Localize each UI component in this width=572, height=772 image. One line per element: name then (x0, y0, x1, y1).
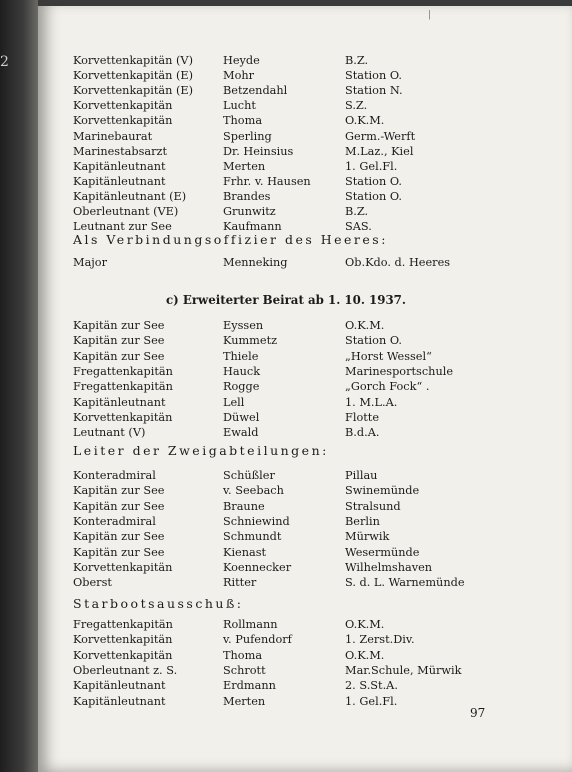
member-assignment: Flotte (345, 410, 380, 424)
member-row (73, 632, 543, 647)
member-name: Schmundt (223, 530, 282, 544)
member-row (73, 425, 543, 440)
member-assignment: 1. Gel.Fl. (345, 694, 398, 708)
member-name: Kaufmann (223, 220, 282, 234)
member-rank: Konteradmiral (73, 469, 156, 482)
member-rank: Fregattenkapitän (73, 618, 173, 631)
facing-page-mark: 2 (0, 54, 9, 70)
page-number: 97 (470, 706, 486, 720)
member-name: Thoma (223, 648, 263, 662)
member-rank: Kapitän zur See (73, 530, 165, 544)
member-rank: Korvettenkapitän (73, 114, 173, 128)
member-assignment: O.K.M. (345, 648, 385, 662)
member-row (73, 189, 543, 204)
member-assignment: B.d.A. (345, 426, 380, 440)
member-assignment: S.Z. (345, 99, 368, 113)
member-rank: Kapitänleutnant (73, 694, 166, 708)
member-name: Sperling (223, 129, 272, 143)
member-name: Grunwitz (223, 205, 276, 218)
member-rank: Kapitänleutnant (73, 395, 166, 409)
member-row (73, 379, 543, 394)
member-assignment: B.Z. (345, 54, 369, 67)
member-assignment: „Horst Wessel“ (345, 349, 432, 363)
member-rank: Kapitän zur See (73, 334, 165, 348)
member-rank: Oberleutnant z. S. (73, 663, 178, 677)
member-rank: Oberleutnant (VE) (73, 205, 179, 218)
member-rank: Korvettenkapitän (E) (73, 69, 194, 83)
member-name: Brandes (223, 189, 271, 203)
member-rank: Korvettenkapitän (V) (73, 54, 193, 67)
member-name: Ritter (223, 576, 257, 590)
member-assignment: O.K.M. (345, 319, 385, 332)
member-assignment: Station O. (345, 334, 403, 348)
member-row (73, 349, 543, 364)
member-rank: Kapitänleutnant (73, 159, 166, 173)
member-assignment: Swinemünde (345, 484, 420, 498)
member-row (73, 483, 543, 498)
member-row (73, 318, 543, 333)
member-row (73, 255, 543, 270)
member-name: Braune (223, 499, 265, 513)
member-rank: Korvettenkapitän (73, 633, 173, 647)
member-name: Lell (223, 395, 245, 409)
member-rank: Korvettenkapitän (73, 560, 173, 574)
member-name: Hauck (223, 364, 261, 378)
member-name: Betzendahl (223, 84, 288, 98)
member-assignment: Berlin (345, 514, 380, 528)
member-row (73, 364, 543, 379)
member-name: Thoma (223, 114, 263, 128)
member-row (73, 468, 543, 483)
member-row (73, 98, 543, 113)
member-name: Heyde (223, 54, 260, 67)
member-row (73, 648, 543, 663)
member-rank: Kapitänleutnant (E) (73, 189, 187, 203)
member-rank: Kapitän zur See (73, 349, 165, 363)
member-name: Frhr. v. Hausen (223, 174, 311, 188)
member-rank: Kapitän zur See (73, 499, 165, 513)
member-assignment: 1. Zerst.Div. (345, 633, 415, 647)
member-rank: Marinebaurat (73, 129, 153, 143)
member-assignment: Mar.Schule, Mürwik (345, 663, 462, 677)
member-name: Dr. Heinsius (223, 144, 294, 158)
member-row (73, 529, 543, 544)
member-row (73, 204, 543, 219)
member-assignment: S. d. L. Warnemünde (345, 576, 465, 590)
member-row (73, 333, 543, 348)
member-name: Kienast (223, 545, 267, 559)
member-name: Rogge (223, 380, 260, 394)
member-rank: Leutnant (V) (73, 426, 146, 440)
member-assignment: Wilhelmshaven (345, 560, 433, 574)
member-rank: Korvettenkapitän (73, 99, 173, 113)
member-row (73, 545, 543, 560)
member-row (73, 617, 543, 632)
member-assignment: Stralsund (345, 499, 401, 513)
member-rank: Konteradmiral (73, 514, 156, 528)
member-name: v. Seebach (223, 484, 284, 498)
member-row (73, 410, 543, 425)
member-assignment: Ob.Kdo. d. Heeres (345, 256, 451, 269)
member-assignment: O.K.M. (345, 618, 385, 631)
section-title-erweiterter-beirat: c) Erweiterter Beirat ab 1. 10. 1937. (165, 293, 407, 307)
member-rank: Kapitänleutnant (73, 679, 166, 693)
heading-verbindungsoffizier: Als Verbindungsoffizier des Heeres: (73, 232, 388, 247)
member-row (73, 514, 543, 529)
member-name: v. Pufendorf (223, 633, 292, 647)
member-rank: Kapitänleutnant (73, 174, 166, 188)
member-assignment: Mürwik (345, 530, 390, 544)
member-row (73, 575, 543, 590)
member-rank: Fregattenkapitän (73, 380, 173, 394)
member-row (73, 395, 543, 410)
member-row (73, 663, 543, 678)
heading-starbootsausschuss: Starbootsausschuß: (73, 596, 244, 611)
member-name: Ewald (223, 426, 259, 440)
member-assignment: Station O. (345, 174, 403, 188)
member-name: Eyssen (223, 319, 264, 332)
member-rank: Korvettenkapitän (73, 648, 173, 662)
member-name: Menneking (223, 256, 288, 269)
member-name: Erdmann (223, 679, 276, 693)
member-assignment: O.K.M. (345, 114, 385, 128)
member-rank: Korvettenkapitän (73, 410, 173, 424)
member-row (73, 678, 543, 693)
member-row (73, 174, 543, 189)
member-rank: Marinestabsarzt (73, 144, 168, 158)
member-assignment: Marinesportschule (345, 364, 454, 378)
member-assignment: 2. S.St.A. (345, 679, 398, 693)
page-top-shadow (38, 0, 572, 6)
member-rank: Kapitän zur See (73, 545, 165, 559)
member-rank: Oberst (73, 576, 112, 590)
member-row (73, 144, 543, 159)
member-assignment: M.Laz., Kiel (345, 144, 414, 158)
member-name: Schüßler (223, 469, 275, 482)
member-assignment: Station O. (345, 189, 403, 203)
book-gutter (0, 0, 38, 772)
member-rank: Leutnant zur See (73, 220, 172, 234)
member-row (73, 129, 543, 144)
member-rank: Kapitän zur See (73, 319, 165, 332)
member-row (73, 159, 543, 174)
member-name: Rollmann (223, 618, 278, 631)
member-name: Thiele (223, 349, 259, 363)
member-rank: Korvettenkapitän (E) (73, 84, 194, 98)
member-assignment: Station O. (345, 69, 403, 83)
member-row (73, 113, 543, 128)
heading-zweigabteilungen: Leiter der Zweigabteilungen: (73, 443, 329, 458)
member-rank: Kapitän zur See (73, 484, 165, 498)
member-row (73, 499, 543, 514)
member-assignment: 1. Gel.Fl. (345, 159, 398, 173)
member-row (73, 83, 543, 98)
member-rank: Fregattenkapitän (73, 364, 173, 378)
member-assignment: Station N. (345, 84, 403, 98)
member-row (73, 68, 543, 83)
member-assignment: Wesermünde (345, 545, 420, 559)
member-row (73, 560, 543, 575)
member-rank: Major (73, 256, 108, 269)
member-name: Koennecker (223, 560, 292, 574)
member-name: Düwel (223, 410, 260, 424)
member-assignment: B.Z. (345, 205, 369, 218)
member-assignment: 1. M.L.A. (345, 395, 398, 409)
member-name: Kummetz (223, 334, 278, 348)
member-name: Merten (223, 159, 266, 173)
member-name: Mohr (223, 69, 255, 83)
member-name: Schniewind (223, 514, 290, 528)
member-name: Schrott (223, 663, 266, 677)
member-assignment: SAS. (345, 220, 372, 234)
member-assignment: Germ.-Werft (345, 129, 416, 143)
member-name: Lucht (223, 99, 256, 113)
top-tick-mark: | (428, 10, 432, 20)
member-assignment: Pillau (345, 469, 378, 482)
member-row (73, 53, 543, 68)
member-name: Merten (223, 694, 266, 708)
member-assignment: „Gorch Fock“ . (345, 380, 430, 394)
